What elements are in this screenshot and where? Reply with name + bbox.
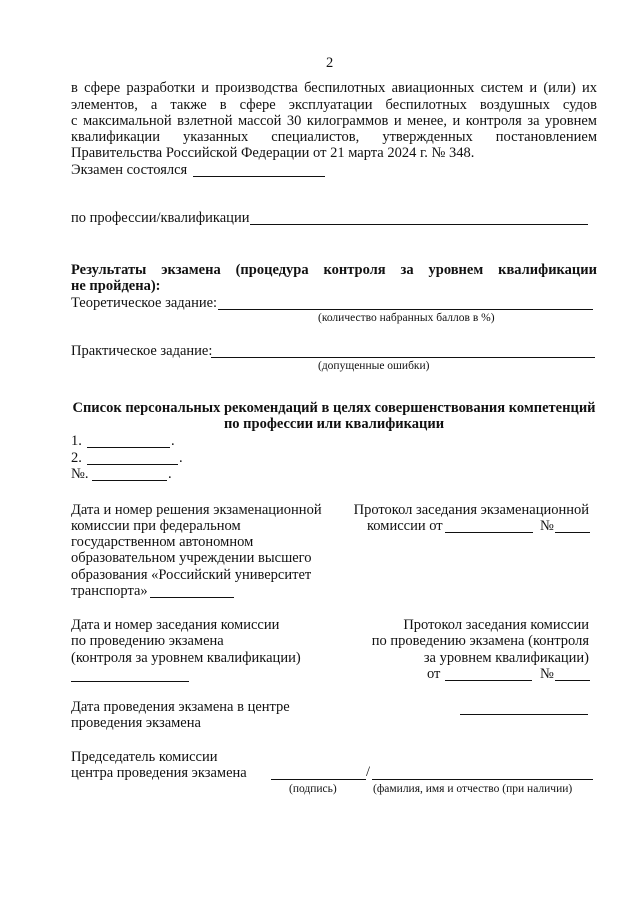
protocol-commission-line-3: за уровнем квалификации) — [423, 650, 589, 666]
commission-meeting-line-3: (контроля за уровнем квалификации) — [71, 650, 301, 666]
recommendation-item-n-end: . — [168, 466, 172, 482]
chairman-signature-field[interactable] — [271, 779, 366, 780]
practice-hint: (допущенные ошибки) — [318, 360, 430, 372]
recommendation-item-1-field[interactable] — [87, 447, 170, 448]
intro-line-1: в сфере разработки и производства беспилотных авиационных систем и (или) их — [71, 80, 597, 96]
recommendations-heading-line-1: Список персональных рекомендаций в целях совершенствования компетенций — [72, 400, 596, 416]
commission-meeting-line-1: Дата и номер заседания комиссии — [71, 617, 280, 633]
protocol-exam-number-field[interactable] — [555, 532, 590, 533]
decision-line-4: образовательном учреждении высшего — [71, 550, 312, 566]
intro-line-4: квалификации указанных специалистов, утвержденных постановлением — [71, 129, 597, 145]
recommendation-item-2-end: . — [179, 450, 183, 466]
protocol-commission-from-label: от — [427, 666, 441, 682]
chairman-line-2: центра проведения экзамена — [71, 765, 247, 781]
recommendation-item-2-number: 2. — [71, 450, 82, 466]
exam-date-line-1: Дата проведения экзамена в центре — [71, 699, 290, 715]
practice-field[interactable] — [211, 357, 595, 358]
practice-label: Практическое задание: — [71, 343, 213, 359]
results-heading-line-2: не пройдена): — [71, 278, 161, 294]
theory-field[interactable] — [218, 309, 593, 310]
protocol-commission-number-sign: № — [540, 666, 554, 682]
protocol-exam-number-sign: № — [540, 518, 554, 534]
recommendation-item-1-end: . — [171, 433, 175, 449]
exam-date-line-2: проведения экзамена — [71, 715, 201, 731]
commission-meeting-field[interactable] — [71, 681, 189, 682]
exam-date-field[interactable] — [460, 714, 588, 715]
protocol-commission-date-field[interactable] — [445, 680, 532, 681]
recommendation-item-n-number: №. — [71, 466, 89, 482]
commission-meeting-line-2: по проведению экзамена — [71, 633, 224, 649]
decision-line-2: комиссии при федеральном — [71, 518, 241, 534]
exam-held-label: Экзамен состоялся — [71, 162, 188, 178]
recommendation-item-n-field[interactable] — [92, 480, 167, 481]
protocol-commission-line-2: по проведению экзамена (контроля — [371, 633, 589, 649]
protocol-exam-line-1: Протокол заседания экзаменационной — [353, 502, 589, 518]
chairman-signature-hint: (подпись) — [289, 783, 337, 795]
results-heading-line-1: Результаты экзамена (процедура контроля за уровнем квалификации — [71, 262, 597, 278]
decision-line-1: Дата и номер решения экзаменационной — [71, 502, 322, 518]
recommendation-item-1-number: 1. — [71, 433, 82, 449]
protocol-commission-number-field[interactable] — [555, 680, 590, 681]
profession-label: по профессии/квалификации — [71, 210, 250, 226]
recommendation-item-2-field[interactable] — [87, 464, 178, 465]
intro-line-2: элементов, а также в сфере эксплуатации беспилотных воздушных судов — [71, 97, 597, 113]
recommendations-heading-line-2: по профессии или квалификации — [223, 416, 445, 432]
intro-line-3: с максимальной взлетной массой 30 килограммов и менее, и контроля за уровнем — [71, 113, 597, 129]
chairman-name-field[interactable] — [372, 779, 593, 780]
protocol-exam-line-2: комиссии от — [367, 518, 443, 534]
chairman-line-1: Председатель комиссии — [71, 749, 218, 765]
decision-line-3: государственном автономном — [71, 534, 254, 550]
profession-field[interactable] — [250, 224, 588, 225]
theory-label: Теоретическое задание: — [71, 295, 218, 311]
chairman-name-hint: (фамилия, имя и отчество (при наличии) — [373, 783, 573, 795]
decision-line-5: образования «Российский университет — [71, 567, 312, 583]
theory-hint: (количество набранных баллов в %) — [318, 312, 495, 324]
protocol-exam-date-field[interactable] — [445, 532, 533, 533]
chairman-slash: / — [366, 764, 371, 780]
decision-field[interactable] — [150, 597, 234, 598]
decision-line-6: транспорта» — [71, 583, 148, 599]
protocol-commission-line-1: Протокол заседания комиссии — [403, 617, 589, 633]
intro-line-5: Правительства Российской Федерации от 21 марта 2024 г. № 348. — [71, 145, 475, 161]
exam-held-field[interactable] — [193, 176, 325, 177]
page-number: 2 — [326, 55, 334, 71]
